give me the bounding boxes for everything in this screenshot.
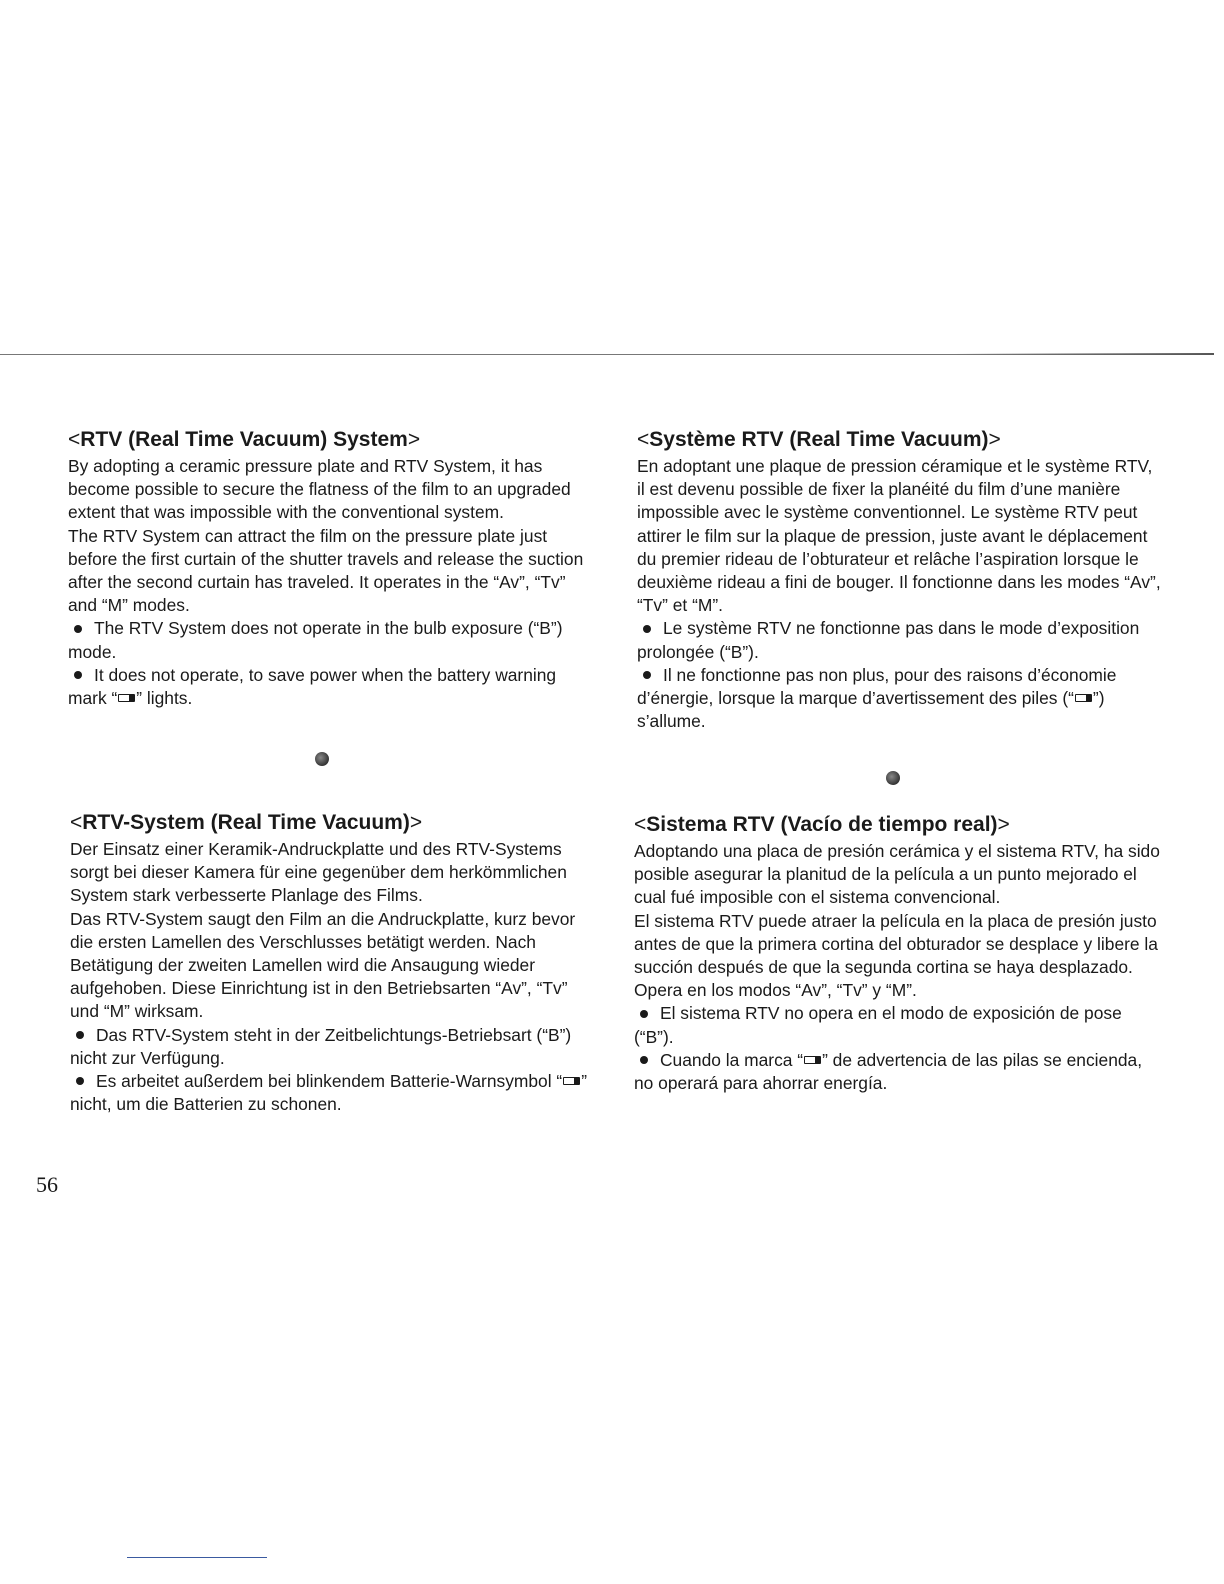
bullet-icon — [76, 1077, 84, 1085]
bullet-item: Es arbeitet außerdem bei blinkendem Batterie-Warnsymbol “ ” nicht, um die Batterien zu schonen. — [70, 1071, 587, 1115]
section-heading: <RTV (Real Time Vacuum) System> — [68, 428, 421, 451]
battery-warning-icon — [804, 1056, 821, 1064]
bullet-icon — [74, 671, 82, 679]
paragraph: The RTV System can attract the film on the pressure plate just before the first curtain of the shutter travels and release the suction after the second curtain has traveled. It operates in the “Av”, “Tv” and “M” modes. — [68, 525, 584, 616]
bullet-icon — [76, 1031, 84, 1039]
paragraph: By adopting a ceramic pressure plate and RTV System, it has become possible to secure the flatness of the film to an upgraded extent that was impossible with the conventional system. — [68, 456, 571, 523]
bullet-item: El sistema RTV no opera en el modo de exposición de pose (“B”). — [634, 1003, 1122, 1047]
bullet-item: Cuando la marca “ ” de advertencia de las pilas se encienda, no operará para ahorrar energía. — [634, 1049, 1143, 1094]
paragraph: Der Einsatz einer Keramik-Andruckplatte und des RTV-Systems sorgt bei dieser Kamera für eine gegenüber dem herkömmlichen System stark verbesserte Planlage des Films. — [70, 839, 567, 906]
bullet-item: Il ne fonctionne pas non plus, pour des raisons d’économie d’énergie, lorsque la marque d’avertissement des piles (“ ”) s’allume. — [637, 664, 1117, 732]
section-heading: <Sistema RTV (Vacío de tiempo real)> — [634, 813, 1010, 836]
paragraph: Adoptando una placa de presión cerámica y el sistema RTV, ha sido posible asegurar la planitud de la película a un punto mejorado el cual fué imposible con el sistema convencional. — [634, 841, 1160, 908]
battery-warning-icon — [563, 1077, 580, 1085]
section-spanish — [634, 812, 1160, 1095]
paragraph: El sistema RTV puede atraer la película en la placa de presión justo antes de que la primera cortina del obturador se desplace y libere la succión después de que la segunda cortina se haya desplazado. — [634, 910, 1158, 978]
bullet-separator-icon — [315, 752, 329, 766]
bullet-separator-icon — [886, 771, 900, 785]
bullet-icon — [640, 1010, 648, 1018]
bullet-icon — [643, 671, 651, 679]
top-rule — [0, 354, 1214, 355]
section-german — [70, 810, 590, 1116]
section-heading: <RTV-System (Real Time Vacuum)> — [70, 811, 423, 834]
bullet-item: It does not operate, to save power when the battery warning mark “ ” lights. — [68, 664, 557, 709]
paragraph: Das RTV-System saugt den Film an die Andruckplatte, kurz bevor die ersten Lamellen des Verschlusses betätigt werden. Nach Betätigung der zweiten Lamellen wird die Ansaugung wieder aufgehoben. Diese Einrichtung ist in den Betriebsarten “Av”, “Tv” und “M” wirksam. — [70, 908, 576, 1022]
paragraph: En adoptant une plaque de pression céramique et le système RTV, il est devenu possible de fixer la planéité du film d’une manière impossible avec le système conventionnel. Le système RTV peut attirer le film sur la plaque de pression, juste avant le déplacement du premier rideau de l’obturateur et relâche l’aspiration lorsque le deuxième rideau a fini de bouger. Il fonctionne dans les modes “Av”, “Tv” et “M”. — [637, 456, 1161, 616]
bullet-item: Le système RTV ne fonctionne pas dans le mode d’exposition prolongée (“B”). — [637, 618, 1140, 662]
section-english — [68, 427, 590, 710]
section-french — [637, 427, 1162, 733]
battery-warning-icon — [118, 694, 135, 702]
bullet-item: Das RTV-System steht in der Zeitbelichtungs-Betriebsart (“B”) nicht zur Verfügung. — [70, 1024, 572, 1068]
bullet-icon — [643, 625, 651, 633]
battery-warning-icon — [1075, 694, 1092, 702]
bottom-rule — [127, 1557, 267, 1558]
paragraph: Opera en los modos “Av”, “Tv” y “M”. — [634, 980, 917, 1001]
section-heading: <Système RTV (Real Time Vacuum)> — [637, 428, 1001, 451]
page-number: 56 — [36, 1172, 58, 1197]
bullet-icon — [74, 625, 82, 633]
bullet-item: The RTV System does not operate in the bulb exposure (“B”) mode. — [68, 618, 563, 662]
bullet-icon — [640, 1056, 648, 1064]
